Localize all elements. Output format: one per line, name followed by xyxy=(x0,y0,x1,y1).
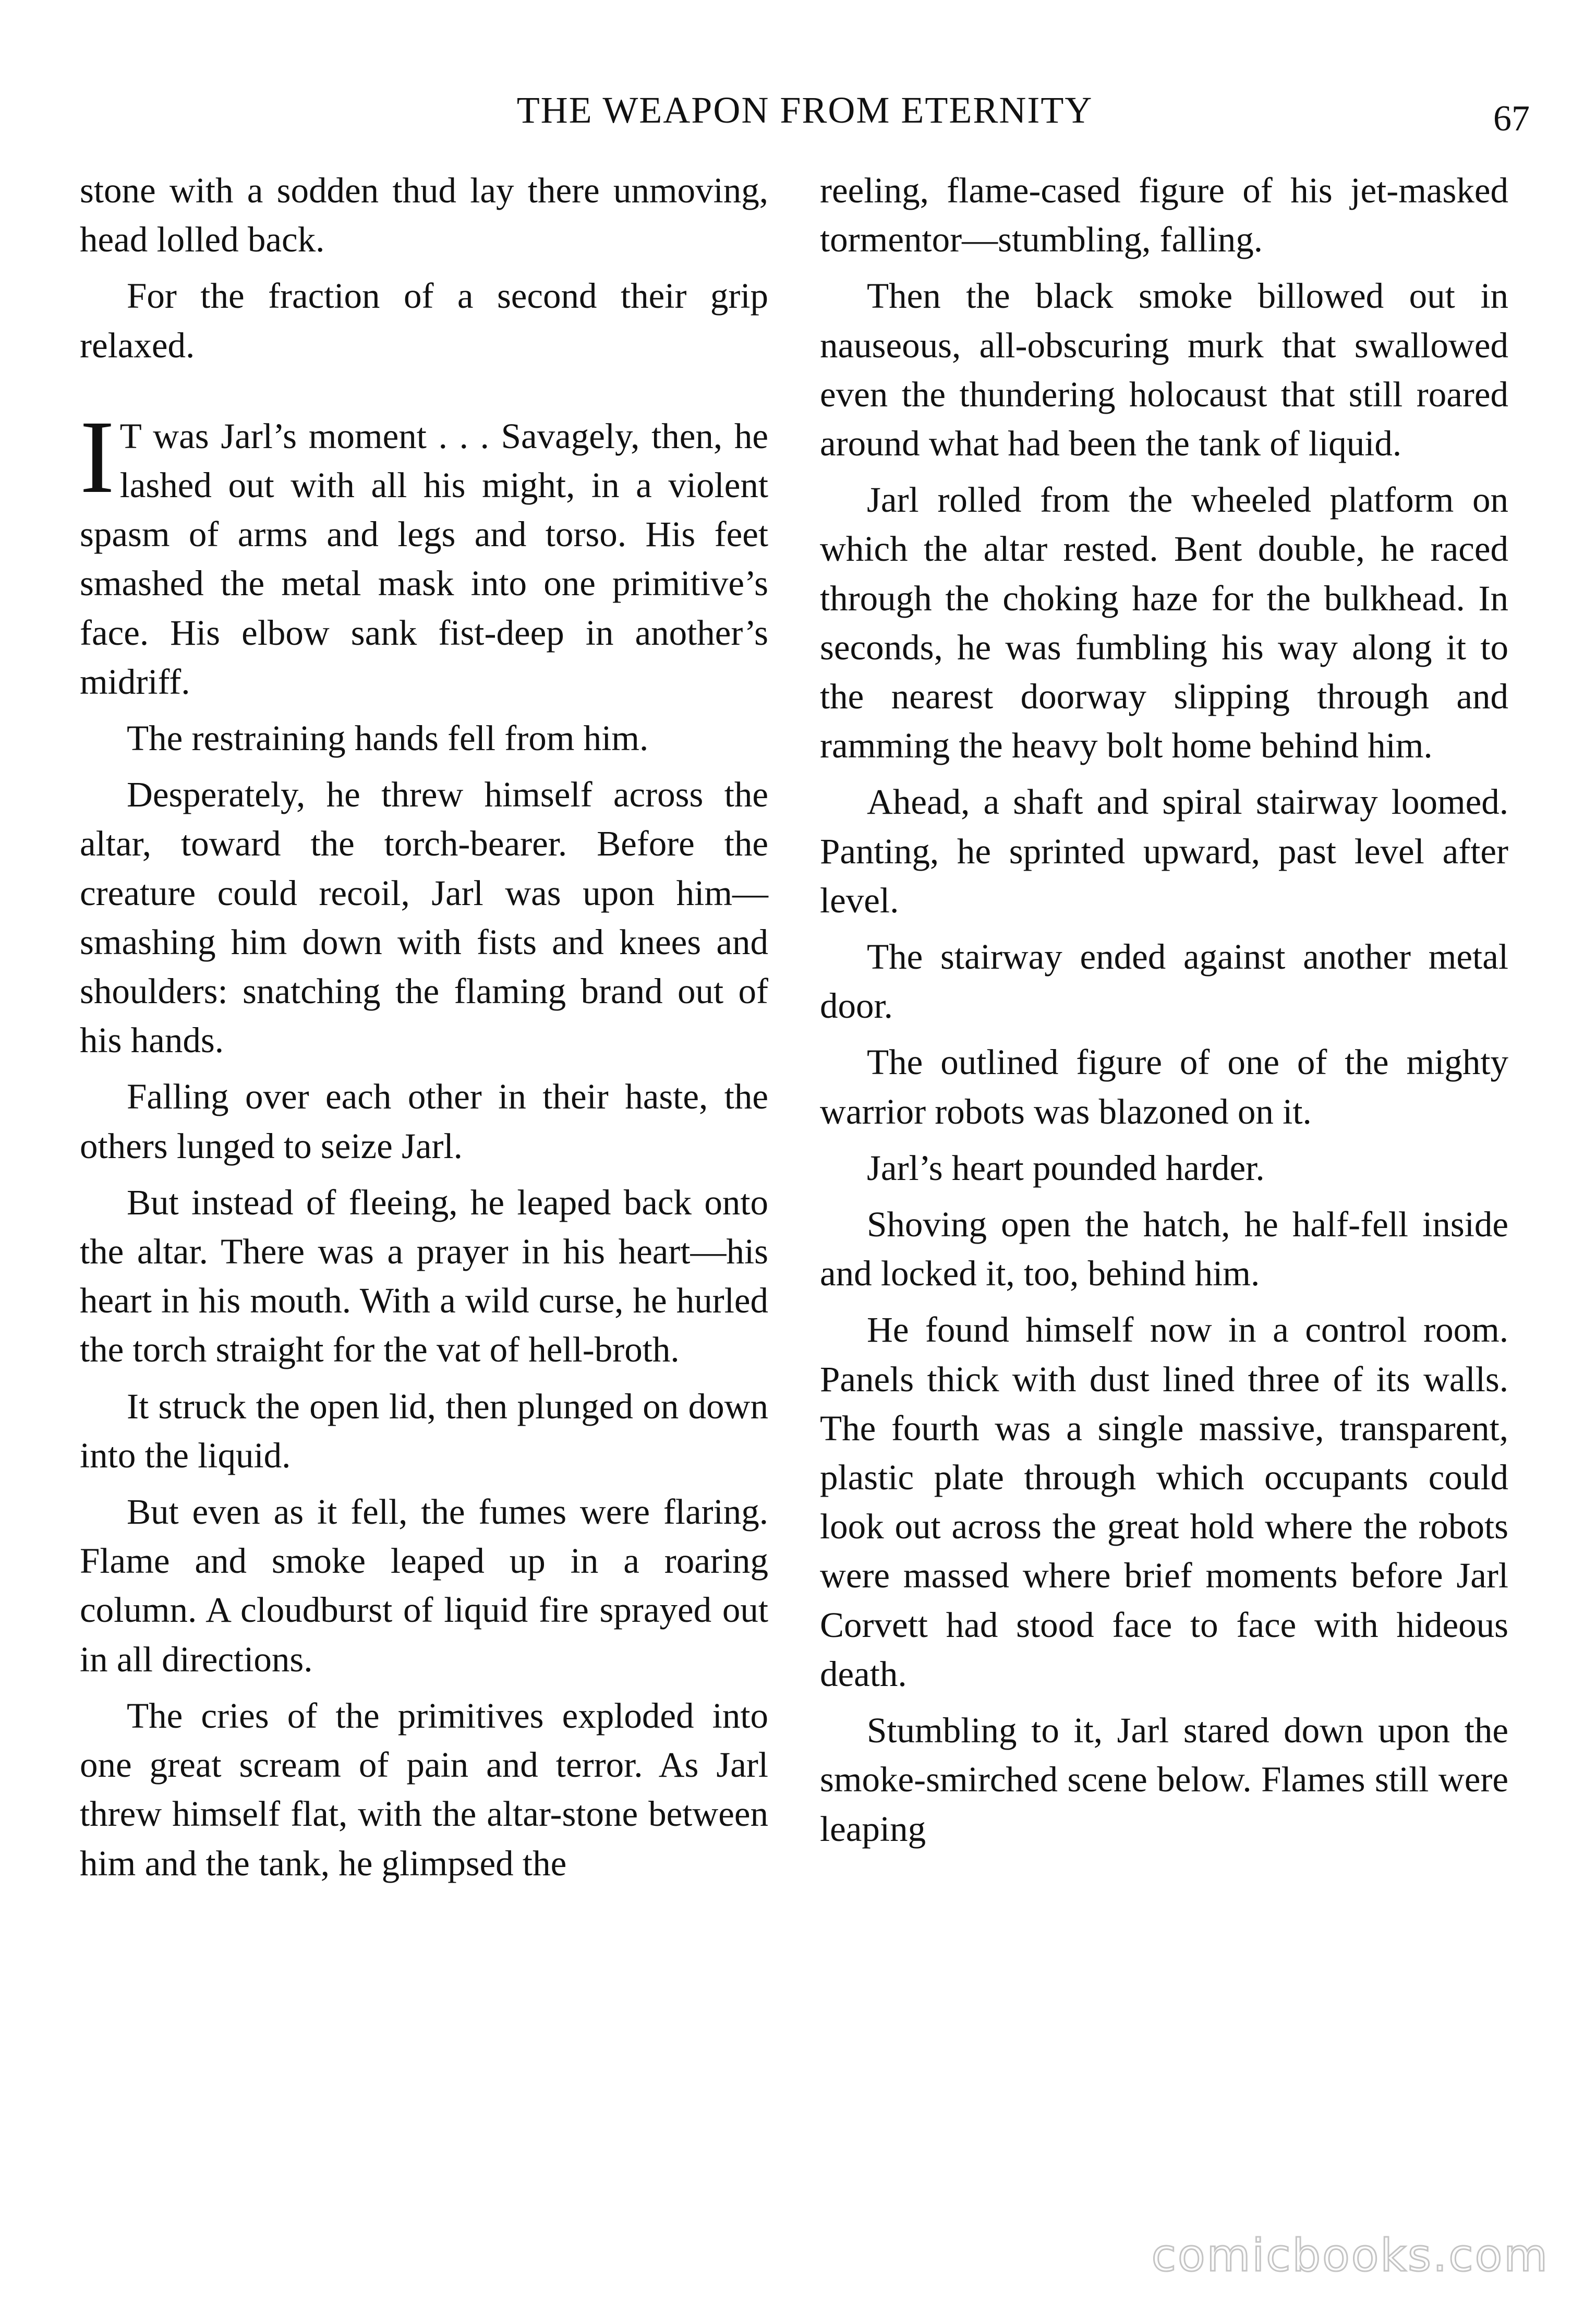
paragraph: Jarl’s heart pounded harder. xyxy=(867,1148,1265,1188)
section-paragraph xyxy=(80,399,768,706)
page-header xyxy=(80,83,1530,156)
drop-cap: I xyxy=(80,399,115,515)
paragraph: Desperately, he threw himself across the altar, toward the torch-bearer. Before the creature could recoil, Jarl was upon him—smashing him down with fists and knees and shoulders: snatching the flaming brand out of his hands. xyxy=(80,775,768,1061)
running-title: THE WEAPON FROM ETERNITY xyxy=(516,89,1093,131)
paragraph: The outlined figure of one of the mighty warrior robots was blazoned on it. xyxy=(820,1042,1508,1131)
paragraph: Jarl rolled from the wheeled platform on which the altar rested. Bent double, he raced through the choking haze for the bulkhead. In seconds, he was fumbling his way along it to the nearest doorway slipping through and ramming the heavy bolt home behind him. xyxy=(820,480,1508,766)
watermark: comicbooks.com xyxy=(1151,2230,1549,2282)
paragraph: He found himself now in a control room. Panels thick with dust lined three of its walls. The fourth was a single massive, transparent, plastic plate through which occupants could look out across the great hold where the robots were massed where brief moments before Jarl Corvett had stood face to face with hideous death. xyxy=(820,1310,1508,1694)
paragraph: Shoving open the hatch, he half-fell inside and locked it, too, behind him. xyxy=(820,1204,1508,1294)
paragraph: reeling, flame-cased figure of his jet-masked tormentor—stumbling, falling. xyxy=(820,171,1508,260)
paragraph-text: T was Jarl’s moment . . . Savagely, then, he lashed out with all his might, in a violent spasm of arms and legs and torso. His feet smashed the metal mask into one primitive’s face. His elbow sank fist-deep in another’s midriff. xyxy=(80,416,768,702)
page-number: 67 xyxy=(1493,99,1530,139)
paragraph: The restraining hands fell from him. xyxy=(127,718,649,758)
paragraph: The stairway ended against another metal door. xyxy=(820,937,1508,1026)
paragraph: Falling over each other in their haste, the others lunged to seize Jarl. xyxy=(80,1077,768,1166)
left-column xyxy=(80,166,768,1895)
paragraph: Then the black smoke billowed out in nauseous, all-obscuring murk that swallowed even the thundering holocaust that still roared around what had been the tank of liquid. xyxy=(820,276,1508,464)
paragraph: But even as it fell, the fumes were flaring. Flame and smoke leaped up in a roaring column. A cloudburst of liquid fire sprayed out in all directions. xyxy=(80,1492,768,1679)
paragraph: But instead of fleeing, he leaped back onto the altar. There was a prayer in his heart—his heart in his mouth. With a wild curse, he hurled the torch straight for the vat of hell-broth. xyxy=(80,1182,768,1370)
paragraph: It struck the open lid, then plunged on down into the liquid. xyxy=(80,1386,768,1475)
right-column xyxy=(820,166,1508,1861)
paragraph: For the fraction of a second their grip relaxed. xyxy=(80,276,768,365)
paragraph: The cries of the primitives exploded into one great scream of pain and terror. As Jarl threw himself flat, with the altar-stone between him and the tank, he glimpsed the xyxy=(80,1695,768,1883)
paragraph: Ahead, a shaft and spiral stairway loomed. Panting, he sprinted upward, past level after level. xyxy=(820,782,1508,920)
paragraph: stone with a sodden thud lay there unmoving, head lolled back. xyxy=(80,171,768,260)
paragraph: Stumbling to it, Jarl stared down upon the smoke-smirched scene below. Flames still were leaping xyxy=(820,1710,1508,1849)
